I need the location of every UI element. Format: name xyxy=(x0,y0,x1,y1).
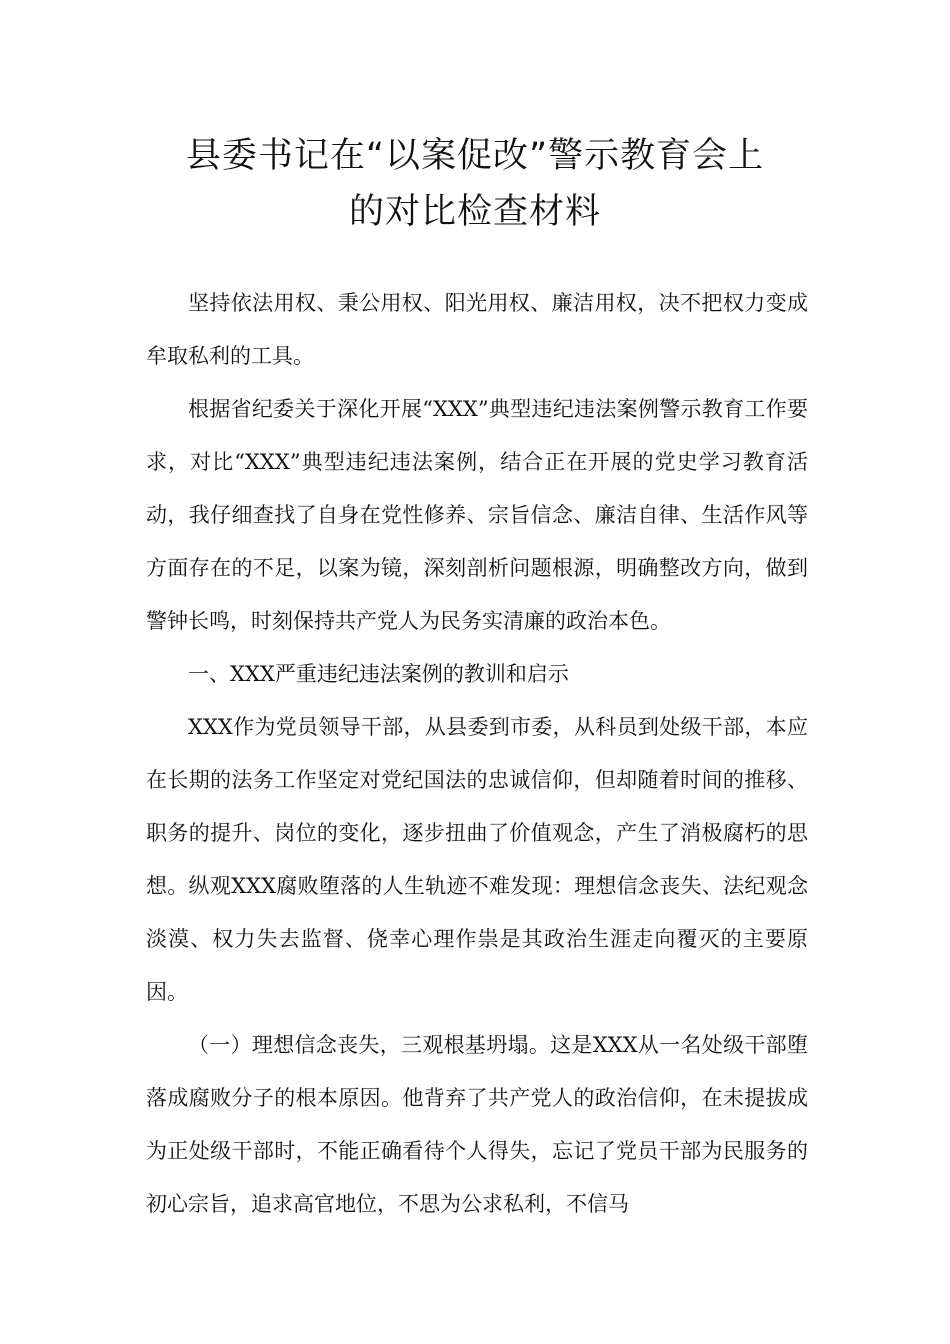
paragraph-intro: 坚持依法用权、秉公用权、阳光用权、廉洁用权，决不把权力变成牟取私利的工具。 xyxy=(146,291,808,368)
document-body xyxy=(146,277,808,1231)
title-line-1: 县委书记在“以案促改”警示教育会上 xyxy=(185,136,765,176)
paragraph-subsection-1: （一）理想信念丧失，三观根基坍塌。这是XXX从一名处级干部堕落成腐败分子的根本原因。他背弃了共产党人的政治信仰，在未提拔成为正处级干部时，不能正确看待个人得失，忘记了党员干部为民服务的初心宗旨，追求高官地位，不思为公求私利，不信马 xyxy=(146,1033,808,1216)
paragraph-case-overview: XXX作为党员领导干部，从县委到市委，从科员到处级干部，本应在长期的法务工作坚定对党纪国法的忠诚信仰，但却随着时间的推移、职务的提升、岗位的变化，逐步扭曲了价值观念，产生了消极腐朽的思想。纵观XXX腐败堕落的人生轨迹不难发现：理想信念丧失、法纪观念淡漠、权力失去监督、侥幸心理作祟是其政治生涯走向覆灭的主要原因。 xyxy=(146,715,808,1004)
paragraph-background: 根据省纪委关于深化开展“XXX”典型违纪违法案例警示教育工作要求，对比“XXX”典型违纪违法案例，结合正在开展的党史学习教育活动，我仔细查找了自身在党性修养、宗旨信念、廉洁自律、生活作风等方面存在的不足，以案为镜，深刻剖析问题根源，明确整改方向，做到警钟长鸣，时刻保持共产党人为民务实清廉的政治本色。 xyxy=(146,397,808,633)
document-title xyxy=(120,128,830,240)
section-heading-1: 一、XXX严重违纪违法案例的教训和启示 xyxy=(188,662,569,686)
title-line-2: 的对比检查材料 xyxy=(348,192,601,232)
